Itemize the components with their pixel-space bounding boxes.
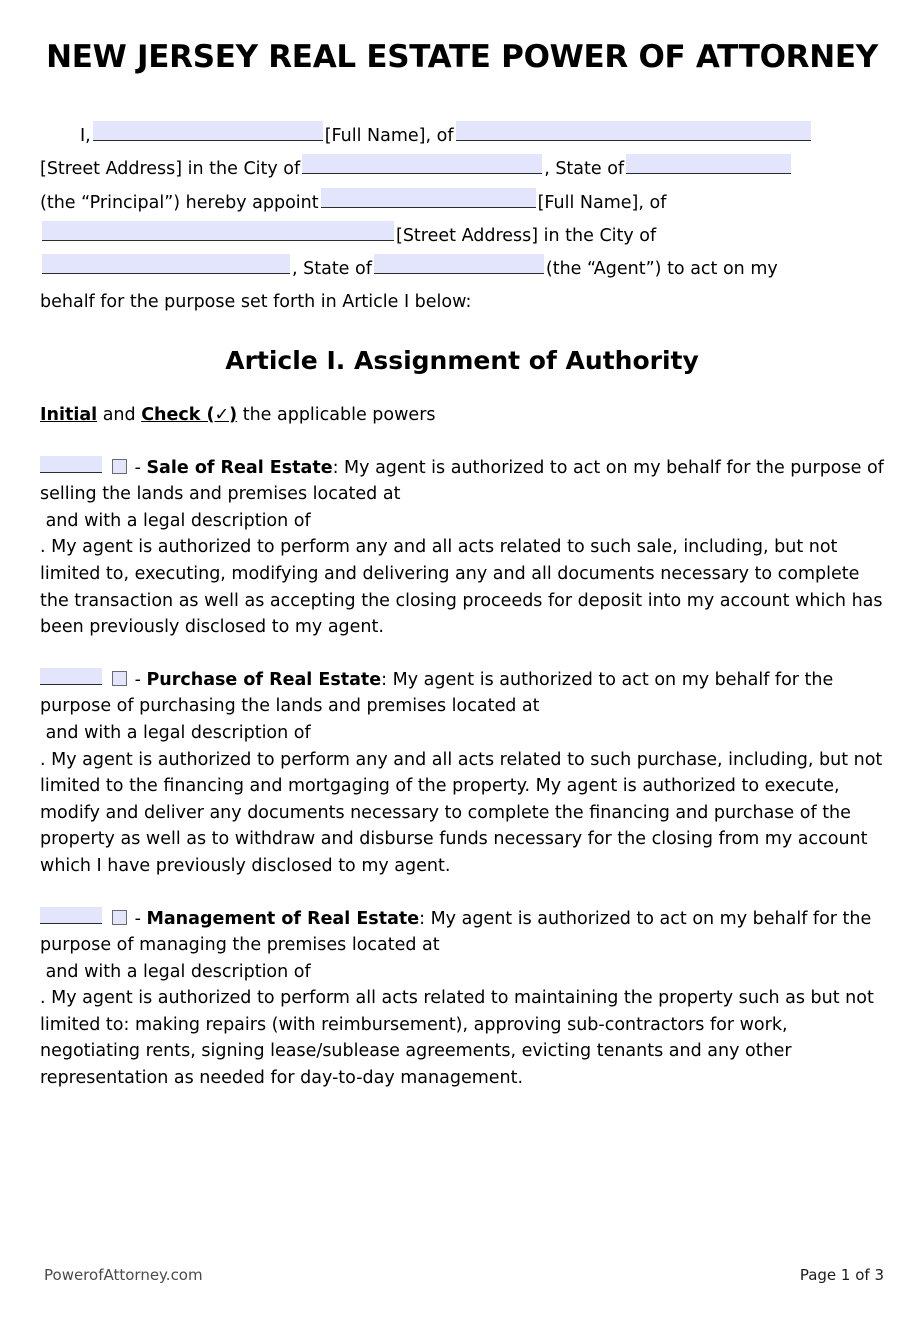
intro-block xyxy=(40,120,884,320)
intro-line-2-state-label: , State of xyxy=(544,159,625,180)
principal-street-field[interactable] xyxy=(456,121,811,141)
sale-title: Sale of Real Estate xyxy=(146,457,333,478)
management-text-3: . My agent is authorized to perform all acts related to maintaining the property such as but not limited to: making repairs (with reimbursement), approving sub-contractors for work, negotiating rents, signing lease/sublease agreements, evicting tenants and any other representation as needed for day-to-day management. xyxy=(40,988,874,1089)
management-initial-field[interactable] xyxy=(40,907,102,924)
intro-line-3-label: (the “Principal”) hereby appoint xyxy=(40,192,319,213)
instruction-line xyxy=(40,401,884,429)
page-title: NEW JERSEY REAL ESTATE POWER OF ATTORNEY xyxy=(46,39,878,75)
intro-line-4-label: [Street Address] in the City of xyxy=(396,225,657,246)
management-title: Management of Real Estate xyxy=(146,908,420,929)
principal-name-field[interactable] xyxy=(93,121,323,141)
sale-initial-field[interactable] xyxy=(40,456,102,473)
intro-line-1 xyxy=(40,120,884,153)
intro-line-2-label: [Street Address] in the City of xyxy=(40,159,301,180)
purchase-dash: - xyxy=(129,669,147,690)
instruction-check: Check (✓) xyxy=(141,404,238,425)
sale-text-1: : My agent is authorized to act on my behalf for the purpose of selling the lands and premises located at xyxy=(40,457,884,505)
sale-dash: - xyxy=(129,457,147,478)
agent-name-field[interactable] xyxy=(321,188,536,208)
management-dash: - xyxy=(129,908,147,929)
footer-brand: PowerofAttorney.com xyxy=(44,1266,203,1284)
instruction-and: and xyxy=(97,404,142,425)
intro-line-2 xyxy=(40,153,884,186)
checkbox-icon[interactable] xyxy=(112,459,127,474)
agent-street-field[interactable] xyxy=(42,221,394,241)
intro-line-6: behalf for the purpose set forth in Article I below: xyxy=(40,292,472,313)
intro-line-5-state-label: , State of xyxy=(292,259,372,280)
article-heading: Article I. Assignment of Authority xyxy=(225,345,699,375)
management-text-2: and with a legal description of xyxy=(45,961,311,982)
sale-text-2: and with a legal description of xyxy=(45,510,311,531)
instruction-initial: Initial xyxy=(40,404,98,425)
intro-line-1-prefix: I, xyxy=(80,126,91,147)
footer-page-number: Page 1 of 3 xyxy=(799,1266,884,1284)
purchase-text-3: . My agent is authorized to perform any and all acts related to such purchase, including, but not limited to the financing and mortgaging of the property. My agent is authorized to execute, modify and deliver any documents necessary to complete the financing and purchase of the property as well as to withdraw and disburse funds necessary for the closing from my account which I have previously disclosed to my agent. xyxy=(40,749,883,876)
intro-line-1-label: [Full Name], of xyxy=(324,126,454,147)
management-text-1: : My agent is authorized to act on my behalf for the purpose of managing the premises located at xyxy=(40,908,872,956)
checkbox-icon[interactable] xyxy=(112,910,127,925)
intro-line-3-suffix: [Full Name], of xyxy=(537,192,667,213)
section-management xyxy=(40,906,884,1092)
sale-text-3: . My agent is authorized to perform any and all acts related to such sale, including, but not limited to, executing, modifying and delivering any and all documents necessary to complete the transaction as well as accepting the closing proceeds for deposit into my account which has been previously disclosed to my agent. xyxy=(40,537,883,638)
purchase-initial-field[interactable] xyxy=(40,668,102,685)
purchase-text-2: and with a legal description of xyxy=(45,722,311,743)
section-sale xyxy=(40,455,884,641)
section-purchase xyxy=(40,667,884,880)
instruction-rest: the applicable powers xyxy=(237,404,436,425)
purchase-text-1: : My agent is authorized to act on my behalf for the purpose of purchasing the lands and premises located at xyxy=(40,669,834,717)
checkbox-icon[interactable] xyxy=(112,671,127,686)
intro-line-5-suffix: (the “Agent”) to act on my xyxy=(545,259,778,280)
intro-line-3 xyxy=(40,187,884,220)
agent-city-field[interactable] xyxy=(42,254,290,274)
purchase-title: Purchase of Real Estate xyxy=(146,669,382,690)
intro-line-4 xyxy=(40,220,884,253)
principal-city-field[interactable] xyxy=(302,154,542,174)
agent-state-field[interactable] xyxy=(374,254,544,274)
principal-state-field[interactable] xyxy=(626,154,791,174)
intro-line-5 xyxy=(40,253,884,286)
